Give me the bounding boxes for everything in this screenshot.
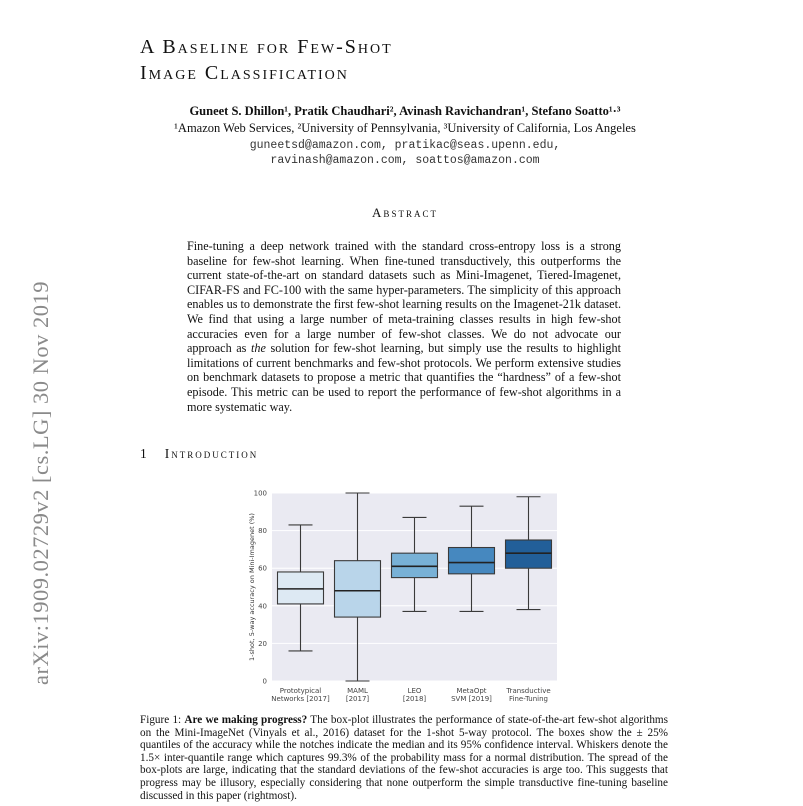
y-tick-label: 100 bbox=[253, 489, 267, 498]
box-iqr bbox=[392, 553, 438, 577]
y-tick-label: 0 bbox=[262, 677, 267, 686]
x-tick-label: SVM [2019] bbox=[451, 695, 492, 703]
x-tick-label: Fine-Tuning bbox=[509, 695, 548, 703]
arxiv-stamp: arXiv:1909.02729v2 [cs.LG] 30 Nov 2019 bbox=[28, 281, 53, 685]
box-iqr bbox=[335, 561, 381, 617]
x-tick-labels bbox=[271, 687, 550, 703]
abstract-part-1: Fine-tuning a deep network trained with the standard cross-entropy loss is a strong baseline for few-shot learning. When fine-tuned transductively, this outperforms the current state-of-the-art on standard datasets such as Mini-Imagenet, Tiered-Imagenet, CIFAR-FS and FC-100 with the same hyper-parameters. The simplicity of this approach enables us to demonstrate the first few-shot learning results on the Imagenet-21k dataset. We find that using a large number of meta-training classes results in high few-shot accuracies even for a large number of few-shot classes. We do not advocate our approach as bbox=[187, 239, 621, 356]
x-tick-label: [2017] bbox=[345, 695, 370, 703]
section-title: Introduction bbox=[164, 446, 259, 461]
caption-text: The box-plot illustrates the performance of state-of-the-art few-shot algorithms on the Mini-ImageNet (Vinyals et al., 2016) dataset for the 1-shot 5-way protocol. The boxes show the ± 25% quantiles of the accuracy while the notches indicate the median and its 95% confidence interval. Whiskers denote the 1.5× inter-quantile range which captures 99.3% of the probability mass for a normal distribution. The spread of the box-plots are large, indicating that the standard deviations of the few-shot accuracies is arge too. This suggests that progress may be illusory, especially considering that none outperform the simple transductive fine-tuning baseline discussed in this paper (rightmost). bbox=[140, 714, 668, 802]
title-line-2: Image Classification bbox=[140, 62, 349, 84]
section-number: 1 bbox=[140, 446, 149, 461]
caption-prefix: Figure 1: bbox=[140, 714, 182, 726]
y-tick-label: 60 bbox=[258, 564, 267, 573]
x-tick-label: Prototypical bbox=[279, 687, 322, 695]
abstract-emphasis: the bbox=[251, 341, 266, 356]
y-tick-label: 20 bbox=[258, 639, 267, 648]
y-tick-label: 40 bbox=[258, 602, 267, 611]
x-tick-label: LEO bbox=[407, 687, 422, 695]
abstract-body bbox=[187, 239, 621, 414]
abstract-part-2: solution for few-shot learning, but simply use the results to highlight limitations of current benchmarks and few-shot protocols. We perform extensive studies on benchmark datasets to propose a metric that quantifies the “hardness” of a few-shot episode. This metric can be used to report the performance of few-shot algorithms in a more systematic way. bbox=[187, 341, 621, 414]
y-axis-label: 1-shot, 5-way accuracy on Mini-Imagenet (%) bbox=[248, 513, 256, 661]
emails-line-1: guneetsd@amazon.com, pratikac@seas.upenn.edu, bbox=[249, 139, 561, 152]
title-line-1: A Baseline for Few-Shot bbox=[140, 36, 393, 58]
boxplot-figure bbox=[240, 485, 570, 705]
x-tick-label: Transductive bbox=[506, 687, 551, 695]
section-heading bbox=[140, 446, 258, 462]
affiliations: ¹Amazon Web Services, ²University of Pennsylvania, ³University of California, Los Angeles bbox=[174, 121, 636, 135]
box-iqr bbox=[449, 548, 495, 574]
x-tick-label: [2018] bbox=[402, 695, 427, 703]
figure-caption bbox=[140, 714, 668, 802]
caption-bold: Are we making progress? bbox=[184, 714, 308, 726]
emails-line-2: ravinash@amazon.com, soattos@amazon.com bbox=[270, 154, 540, 167]
x-tick-label: Networks [2017] bbox=[271, 695, 330, 703]
author-emails bbox=[120, 138, 690, 168]
x-tick-label: MetaOpt bbox=[456, 687, 487, 695]
y-tick-label: 80 bbox=[258, 527, 267, 536]
box-iqr bbox=[506, 540, 552, 568]
x-tick-label: MAML bbox=[347, 687, 368, 695]
paper-title bbox=[140, 34, 393, 86]
author-list: Guneet S. Dhillon¹, Pratik Chaudhari², Avinash Ravichandran¹, Stefano Soatto¹·³ bbox=[189, 104, 621, 118]
abstract-heading: Abstract bbox=[372, 205, 438, 220]
box-iqr bbox=[278, 572, 324, 604]
